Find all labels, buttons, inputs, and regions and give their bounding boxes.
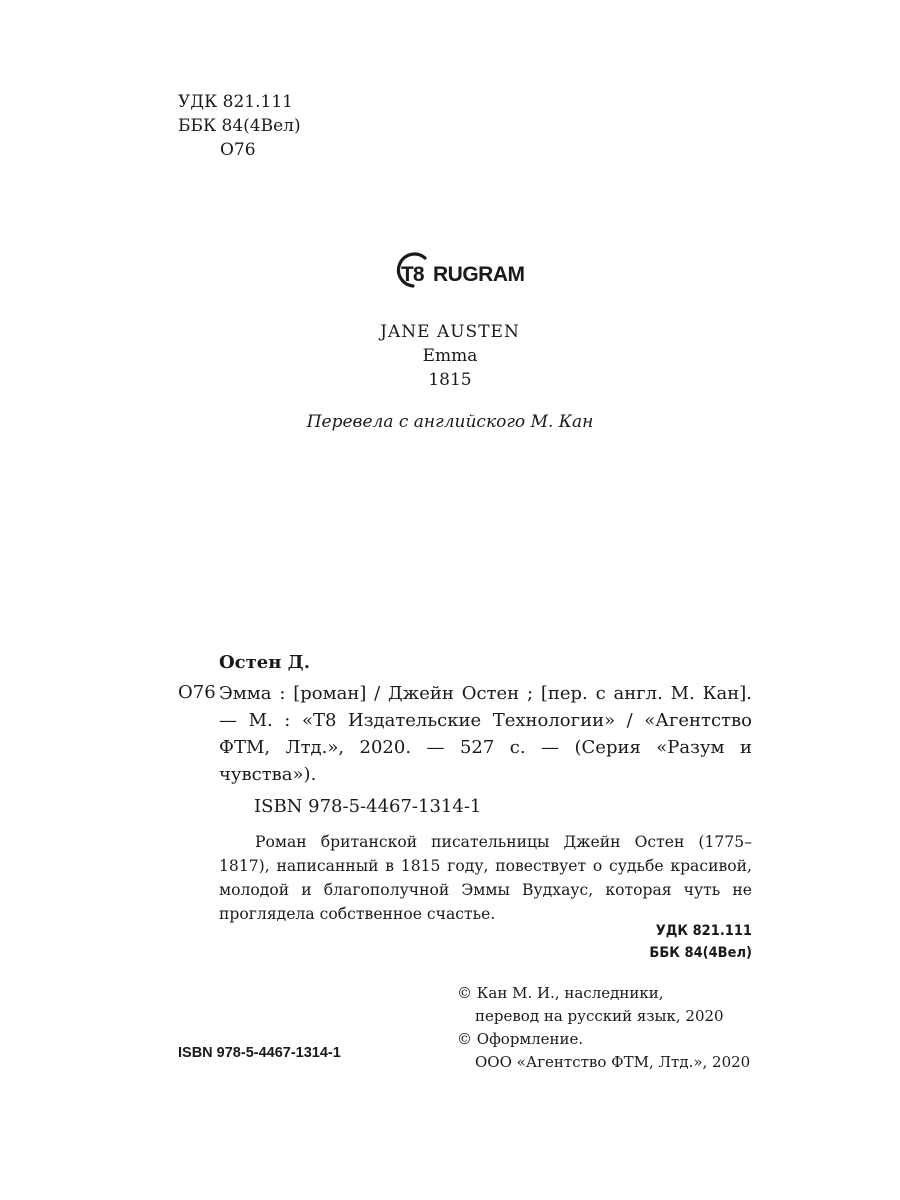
bbk-code: ББК 84(4Вел) xyxy=(178,116,301,136)
original-author: JANE AUSTEN xyxy=(380,322,520,342)
card-isbn: ISBN 978-5-4467-1314-1 xyxy=(254,796,482,817)
card-udk: УДК 821.111 xyxy=(655,923,752,939)
translator-note: Перевела с английского М. Кан xyxy=(306,412,594,432)
copyright-design-owner: ООО «Агентство ФТМ, Лтд.», 2020 xyxy=(475,1053,751,1071)
copyright-design: © Оформление. xyxy=(457,1030,584,1048)
author-mark: О76 xyxy=(220,140,256,160)
original-title: Emma xyxy=(422,346,478,366)
svg-text:RUGRAM: RUGRAM xyxy=(433,263,525,286)
copyright-translation: © Кан М. И., наследники, xyxy=(457,984,664,1002)
udk-code: УДК 821.111 xyxy=(178,92,293,112)
copyright-block xyxy=(457,982,750,1074)
copyright-translation-detail: перевод на русский язык, 2020 xyxy=(475,1007,724,1025)
card-description: Эмма : [роман] / Джейн Остен ; [пер. с англ. М. Кан]. — М. : «Т8 Издательские Технологии» / «Агентство ФТМ, Лтд.», 2020. — 527 с. — (Серия «Разум и чувства»). xyxy=(219,683,752,785)
card-author-heading: Остен Д. xyxy=(219,652,310,673)
card-annotation: Роман британской писательницы Джейн Остен (1775–1817), написанный в 1815 году, повествует о судьбе красивой, молодой и благополучной Эммы Вудхаус, которая чуть не проглядела собственное счастье. xyxy=(219,833,752,923)
t8-rugram-logo-icon xyxy=(393,250,543,294)
card-bbk: ББК 84(4Вел) xyxy=(649,945,752,961)
card-classification xyxy=(649,920,752,964)
original-info xyxy=(0,320,900,392)
classification-top xyxy=(178,90,301,162)
svg-text:T8: T8 xyxy=(401,263,424,286)
original-year: 1815 xyxy=(428,370,472,390)
bottom-isbn: ISBN 978-5-4467-1314-1 xyxy=(178,1045,341,1061)
card-author-code: О76 xyxy=(178,682,216,703)
